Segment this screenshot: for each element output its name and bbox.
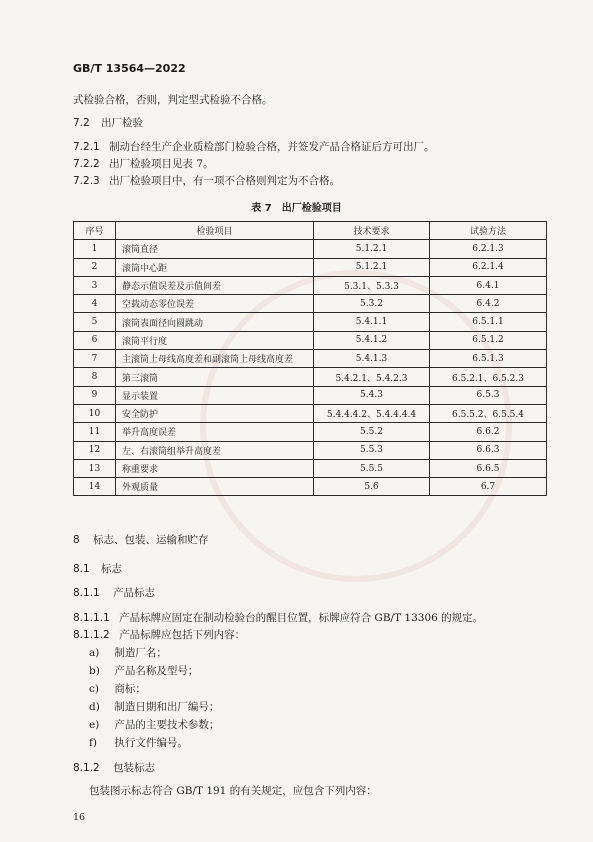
clause-7-2-2 xyxy=(73,156,214,171)
list-item-text: 产品的主要技术参数； xyxy=(114,719,220,731)
cell-method: 6.4.1 xyxy=(430,276,547,294)
clause-text: 制动台经生产企业质检部门检验合格，并签发产品合格证后方可出厂。 xyxy=(109,141,435,153)
header-item: 检验项目 xyxy=(116,222,314,240)
cell-requirement: 5.3.1、5.3.3 xyxy=(314,276,430,294)
table-row xyxy=(74,386,547,404)
table-row xyxy=(74,459,547,477)
table-row xyxy=(74,331,547,349)
section-title: 标志 xyxy=(101,563,123,575)
table-row xyxy=(74,423,547,441)
header-seq: 序号 xyxy=(74,222,116,240)
cell-item: 空载动态零位误差 xyxy=(116,295,314,313)
cell-method: 6.6.3 xyxy=(430,441,547,459)
section-8-1-2-heading xyxy=(73,760,155,775)
list-item xyxy=(89,645,167,660)
section-number: 8 xyxy=(73,534,80,546)
cell-item: 滚筒中心距 xyxy=(116,258,314,276)
cell-seq: 7 xyxy=(74,350,116,368)
list-item-text: 执行文件编号。 xyxy=(114,737,188,749)
cell-seq: 11 xyxy=(74,423,116,441)
cell-item: 静态示值误差及示值间差 xyxy=(116,276,314,294)
list-item-label: e) xyxy=(89,719,100,731)
list-item-label: c) xyxy=(89,683,99,695)
section-8-1-heading xyxy=(73,561,122,576)
cell-item: 举升高度误差 xyxy=(116,423,314,441)
cell-requirement: 5.4.3 xyxy=(314,386,430,404)
cell-seq: 3 xyxy=(74,276,116,294)
cell-item: 滚筒平行度 xyxy=(116,331,314,349)
cell-item: 第三滚筒 xyxy=(116,368,314,386)
header-method: 试验方法 xyxy=(430,222,547,240)
list-item-text: 产品名称及型号； xyxy=(114,665,199,677)
cell-requirement: 5.5.5 xyxy=(314,459,430,477)
section-number: 8.1.2 xyxy=(73,762,100,774)
table-row xyxy=(74,368,547,386)
cell-method: 6.6.5 xyxy=(430,459,547,477)
section-7-2-heading xyxy=(73,115,143,130)
cell-item: 滚筒表面径向圆跳动 xyxy=(116,313,314,331)
cell-item: 左、右滚筒组举升高度差 xyxy=(116,441,314,459)
clause-8-1-1-2 xyxy=(73,627,245,642)
clause-number: 8.1.1.1 xyxy=(73,612,110,624)
cell-requirement: 5.5.3 xyxy=(314,441,430,459)
section-title: 出厂检验 xyxy=(101,117,144,129)
clause-text: 产品标牌应固定在制动检验台的醒目位置，标牌应符合 GB/T 13306 的规定。 xyxy=(119,612,484,624)
list-item xyxy=(89,663,198,678)
cell-method: 6.5.1.2 xyxy=(430,331,547,349)
section-8-heading xyxy=(73,532,209,547)
cell-item: 外观质量 xyxy=(116,478,314,496)
table-header-row xyxy=(74,222,547,240)
cell-method: 6.4.2 xyxy=(430,295,547,313)
cell-method: 6.5.1.3 xyxy=(430,350,547,368)
cell-requirement: 5.4.4.4.2、5.4.4.4.4 xyxy=(314,404,430,422)
cell-item: 显示装置 xyxy=(116,386,314,404)
clause-7-2-1 xyxy=(73,139,435,154)
list-item xyxy=(89,717,219,732)
cell-item: 安全防护 xyxy=(116,404,314,422)
table-row xyxy=(74,276,547,294)
header-requirement: 技术要求 xyxy=(314,222,430,240)
clause-number: 8.1.1.2 xyxy=(73,629,110,641)
standard-number-header: GB/T 13564—2022 xyxy=(73,62,186,75)
table-caption: 表 7 出厂检验项目 xyxy=(251,203,342,214)
cell-requirement: 5.5.2 xyxy=(314,423,430,441)
table-row xyxy=(74,350,547,368)
clause-text: 出厂检验项目见表 7。 xyxy=(109,158,214,170)
cell-method: 6.5.5.2、6.5.5.4 xyxy=(430,404,547,422)
list-item-text: 商标； xyxy=(114,683,146,695)
cell-requirement: 5.4.1.2 xyxy=(314,331,430,349)
list-item-label: a) xyxy=(89,647,100,659)
list-item-label: b) xyxy=(89,665,100,677)
cell-seq: 13 xyxy=(74,459,116,477)
list-item xyxy=(89,681,146,696)
table-row xyxy=(74,478,547,496)
cell-seq: 12 xyxy=(74,441,116,459)
cell-method: 6.6.2 xyxy=(430,423,547,441)
cell-seq: 2 xyxy=(74,258,116,276)
clause-number: 7.2.3 xyxy=(73,175,100,187)
cell-method: 6.2.1.4 xyxy=(430,258,547,276)
cell-seq: 4 xyxy=(74,295,116,313)
continued-paragraph: 式检验合格，否则，判定型式检验不合格。 xyxy=(73,94,273,106)
cell-method: 6.5.3 xyxy=(430,386,547,404)
cell-method: 6.2.1.3 xyxy=(430,240,547,258)
list-item-text: 制造厂名； xyxy=(114,647,167,659)
list-item xyxy=(89,699,219,714)
inspection-items-table xyxy=(73,221,547,496)
clause-number: 7.2.2 xyxy=(73,158,100,170)
cell-requirement: 5.1.2.1 xyxy=(314,258,430,276)
cell-item: 主滚筒上母线高度差和副滚筒上母线高度差 xyxy=(116,350,314,368)
table-row xyxy=(74,404,547,422)
table-row xyxy=(74,295,547,313)
cell-item: 滚筒直径 xyxy=(116,240,314,258)
table-row xyxy=(74,258,547,276)
table-row xyxy=(74,313,547,331)
clause-text: 产品标牌应包括下列内容： xyxy=(119,629,246,641)
clause-8-1-1-1 xyxy=(73,610,483,625)
cell-requirement: 5.4.1.1 xyxy=(314,313,430,331)
section-number: 8.1 xyxy=(73,563,90,575)
table-row xyxy=(74,441,547,459)
cell-seq: 1 xyxy=(74,240,116,258)
section-number: 8.1.1 xyxy=(73,587,100,599)
section-title: 包装标志 xyxy=(113,762,156,774)
cell-method: 6.5.1.1 xyxy=(430,313,547,331)
list-item xyxy=(89,735,188,750)
cell-requirement: 5.3.2 xyxy=(314,295,430,313)
cell-seq: 10 xyxy=(74,404,116,422)
page-number: 16 xyxy=(73,812,86,823)
cell-method: 6.5.2.1、6.5.2.3 xyxy=(430,368,547,386)
list-item-label: f) xyxy=(89,737,97,749)
cell-requirement: 5.4.1.3 xyxy=(314,350,430,368)
cell-seq: 9 xyxy=(74,386,116,404)
section-title: 产品标志 xyxy=(113,587,156,599)
cell-requirement: 5.6 xyxy=(314,478,430,496)
section-8-1-1-heading xyxy=(73,585,155,600)
cell-item: 称重要求 xyxy=(116,459,314,477)
clause-7-2-3 xyxy=(73,173,340,188)
cell-method: 6.7 xyxy=(430,478,547,496)
clause-text: 出厂检验项目中，有一项不合格则判定为不合格。 xyxy=(109,175,341,187)
cell-requirement: 5.4.2.1、5.4.2.3 xyxy=(314,368,430,386)
section-title: 标志、包装、运输和贮存 xyxy=(93,534,209,546)
table-row xyxy=(74,240,547,258)
packaging-paragraph: 包装图示标志符合 GB/T 191 的有关规定，应包含下列内容： xyxy=(89,785,377,797)
clause-number: 7.2.1 xyxy=(73,141,100,153)
cell-seq: 14 xyxy=(74,478,116,496)
section-number: 7.2 xyxy=(73,117,90,129)
list-item-label: d) xyxy=(89,701,100,713)
cell-seq: 6 xyxy=(74,331,116,349)
cell-requirement: 5.1.2.1 xyxy=(314,240,430,258)
cell-seq: 8 xyxy=(74,368,116,386)
cell-seq: 5 xyxy=(74,313,116,331)
list-item-text: 制造日期和出厂编号； xyxy=(114,701,220,713)
